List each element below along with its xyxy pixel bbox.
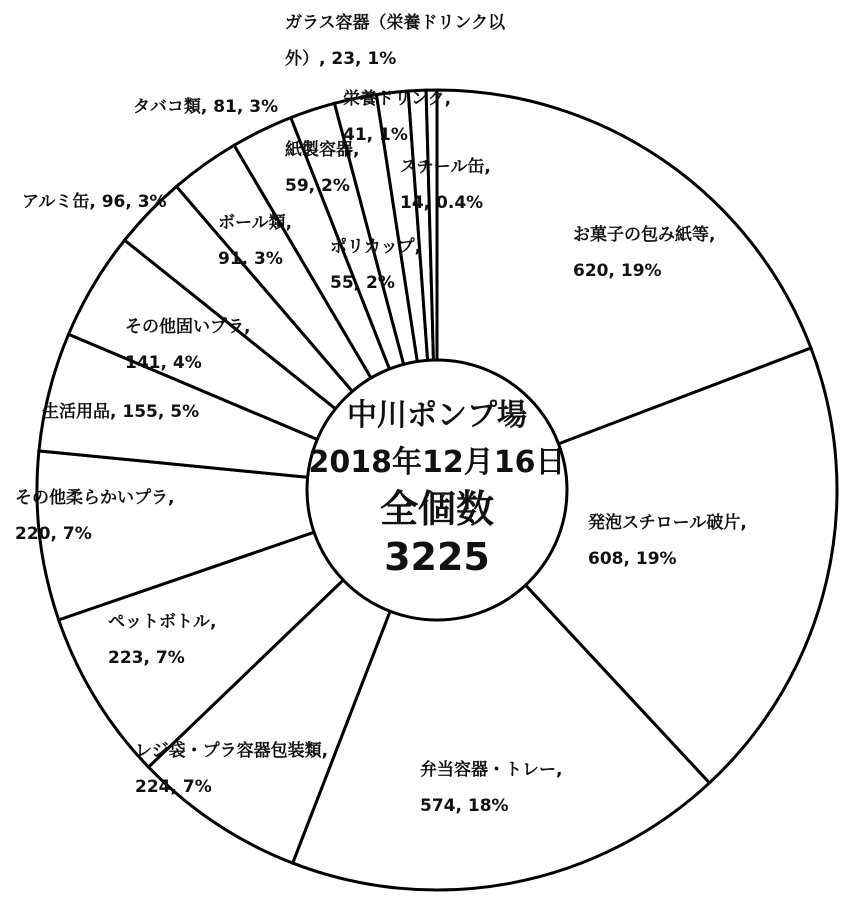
slice-label-line: 223, 7% <box>108 648 185 668</box>
center-label-line: 中川ポンプ場 <box>347 398 527 433</box>
center-group <box>307 360 567 620</box>
slice-label <box>22 191 167 212</box>
slice-label-line: タバコ類, 81, 3% <box>133 97 279 117</box>
slice-label-line: 224, 7% <box>135 777 212 797</box>
slice-label-line: 620, 19% <box>573 261 662 281</box>
center-label-line: 全個数 <box>379 487 495 531</box>
slice-label-line: 外）, 23, 1% <box>285 49 397 69</box>
slice-label-line: ポリカップ, <box>330 237 422 257</box>
slice-label <box>133 97 278 117</box>
slice-label-line: 608, 19% <box>588 549 677 569</box>
slice-label-line: 14, 0.4% <box>400 193 484 213</box>
slice-label-line: お菓子の包み紙等, <box>573 225 716 245</box>
slice-label-line: 生活用品, 155, 5% <box>42 402 200 422</box>
slice-label-line: ペットボトル, <box>108 612 217 632</box>
slice-label-line: 弁当容器・トレー, <box>420 760 563 780</box>
slice-label-line: 発泡スチロール破片, <box>588 513 747 533</box>
slice-label-line: 紙製容器, <box>285 140 360 160</box>
slice-label-line: 574, 18% <box>420 796 509 816</box>
slice-label-line: 59, 2% <box>285 176 350 196</box>
slice-label <box>285 12 506 69</box>
slice-label-line: 220, 7% <box>15 524 92 544</box>
slice-label-line: レジ袋・プラ容器包装類, <box>135 741 329 761</box>
slice-label-line: 55, 2% <box>330 273 395 293</box>
slice-label-line: スチール缶, <box>400 157 491 177</box>
slice-label-line: ガラス容器（栄養ドリンク以 <box>285 13 506 33</box>
slice-label-line: 栄養ドリンク, <box>343 89 452 109</box>
slice-label-line: 141, 4% <box>125 353 202 373</box>
slice-label <box>42 401 199 422</box>
slice-label-line: ボール類, <box>218 213 293 233</box>
center-label-line: 3225 <box>384 535 490 579</box>
slice-label-line: その他柔らかいプラ, <box>15 488 175 508</box>
center-label-line: 2018年12月16日 <box>308 445 566 480</box>
slice-label-line: 41, 1% <box>343 125 408 145</box>
slice-label-line: アルミ缶, 96, 3% <box>22 192 167 212</box>
slice-label-line: その他固いプラ, <box>125 317 251 337</box>
slice-label-line: 91, 3% <box>218 249 283 269</box>
